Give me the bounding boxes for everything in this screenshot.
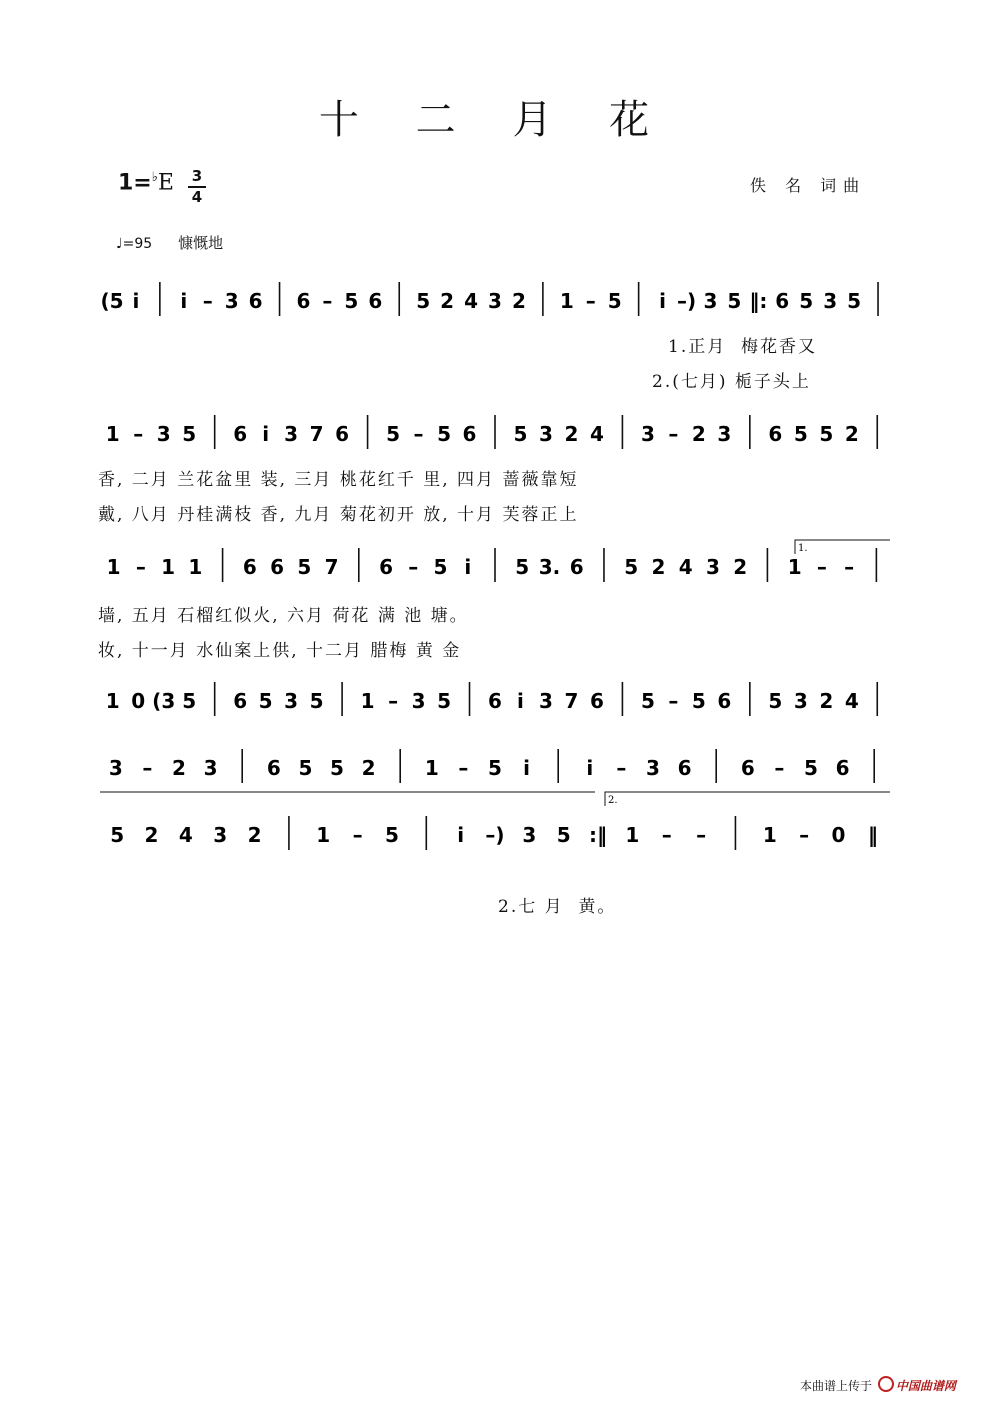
note: 5 xyxy=(258,689,273,713)
key-prefix: 1= xyxy=(118,170,152,196)
note: –) xyxy=(676,289,697,313)
note: i xyxy=(457,823,465,847)
note: 2 xyxy=(361,756,376,780)
note: 5 xyxy=(182,422,197,446)
lyric-line-3-verse-1: 墙, 五月 石榴红似火, 六月 荷花 满 池 塘。 xyxy=(98,606,469,626)
notation-row-6 xyxy=(110,816,878,850)
note: 2 xyxy=(651,555,666,579)
note: – xyxy=(585,289,596,313)
note: i xyxy=(523,756,531,780)
notation-row-3 xyxy=(107,548,877,582)
note: 4 xyxy=(178,823,193,847)
note: 5 xyxy=(298,756,313,780)
note: 1 xyxy=(360,689,375,713)
note: 3 xyxy=(793,689,808,713)
note: 2 xyxy=(564,422,579,446)
note: i xyxy=(262,422,270,446)
volta-label: 2. xyxy=(608,795,618,806)
note: 6 xyxy=(775,289,790,313)
time-bottom: 4 xyxy=(191,188,203,206)
note: i xyxy=(180,289,188,313)
note: – xyxy=(616,756,627,780)
note: i xyxy=(517,689,524,713)
note: 3 xyxy=(224,289,239,313)
note: 3 xyxy=(646,756,660,780)
note: 3 xyxy=(488,289,502,313)
lyric-line-3-verse-2: 妆, 十一月 水仙案上供, 十二月 腊梅 黄 金 xyxy=(98,641,462,661)
note: 0 xyxy=(831,823,846,847)
note: – xyxy=(774,756,785,780)
note: 4 xyxy=(844,689,859,713)
note: i xyxy=(464,555,472,579)
note: 6 xyxy=(488,689,502,713)
lyric-line-6: 2.七 月 黄。 xyxy=(498,897,617,917)
note: – xyxy=(322,289,333,313)
note: 2 xyxy=(844,422,859,446)
note: 4 xyxy=(589,422,604,446)
song-title: 十 二 月 花 xyxy=(318,97,672,143)
note: 6 xyxy=(368,289,383,313)
lyric-line-2-verse-2: 戴, 八月 丹桂满枝 香, 九月 菊花初开 放, 十月 芙蓉正上 xyxy=(98,505,579,525)
note: 1 xyxy=(161,555,176,579)
note: 3 xyxy=(703,289,718,313)
note: 1 xyxy=(316,823,331,847)
note: – xyxy=(413,422,424,446)
note: 2 xyxy=(691,422,706,446)
note: (5 xyxy=(100,289,124,313)
note: ‖ xyxy=(867,823,878,847)
footer-credit xyxy=(800,1376,956,1394)
note: – xyxy=(202,289,213,313)
note: 7 xyxy=(564,689,579,713)
note: 1 xyxy=(625,823,640,847)
note: 5 xyxy=(799,289,814,313)
note: 3 xyxy=(284,689,299,713)
note: 1 xyxy=(787,555,802,579)
note: 6 xyxy=(379,555,393,579)
note: 3 xyxy=(522,823,537,847)
note: 3 xyxy=(705,555,720,579)
volta-bracket xyxy=(605,792,890,806)
note: 5 xyxy=(297,555,312,579)
note: 5 xyxy=(727,289,742,313)
note: 6 xyxy=(270,555,285,579)
note: 0 xyxy=(131,689,146,713)
note: 3 xyxy=(213,823,228,847)
site-logo-icon xyxy=(878,1376,894,1392)
note: 1 xyxy=(105,689,120,713)
notation-row-2 xyxy=(106,415,877,449)
note: – xyxy=(661,823,672,847)
note: 1 xyxy=(105,422,120,446)
note: – xyxy=(696,823,707,847)
note: 6 xyxy=(677,756,692,780)
time-top: 3 xyxy=(191,167,203,185)
note: 5 xyxy=(847,289,862,313)
note: 5 xyxy=(433,555,448,579)
note: 3 xyxy=(108,756,123,780)
note: – xyxy=(352,823,363,847)
note: – xyxy=(388,689,399,713)
note: – xyxy=(799,823,810,847)
note: –) xyxy=(485,823,505,847)
note: 3 xyxy=(539,422,553,446)
note: 5 xyxy=(640,689,655,713)
note: 5 xyxy=(110,823,125,847)
tempo-marking xyxy=(116,232,223,253)
note: 5 xyxy=(437,689,451,713)
note: i xyxy=(132,289,140,313)
note: 5 xyxy=(182,689,197,713)
note: 5 xyxy=(556,823,571,847)
key-note: E xyxy=(157,170,174,196)
note: 5 xyxy=(793,422,808,446)
note: 3 xyxy=(539,689,553,713)
key-signature xyxy=(118,170,174,195)
note: 2 xyxy=(733,555,748,579)
note: 6 xyxy=(296,289,311,313)
note: 2 xyxy=(511,289,526,313)
footer-text: 本曲谱上传于 xyxy=(800,1379,873,1393)
lyric-line-2-verse-1: 香, 二月 兰花盆里 装, 三月 桃花红千 里, 四月 蔷薇靠短 xyxy=(98,470,579,490)
note: 5 xyxy=(416,289,431,313)
note: 6 xyxy=(835,756,850,780)
note: 5 xyxy=(624,555,639,579)
note: – xyxy=(142,756,153,780)
note: 6 xyxy=(569,555,584,579)
footer-site: 中国曲谱网 xyxy=(895,1379,956,1393)
note: 6 xyxy=(266,756,281,780)
note: 2 xyxy=(172,756,186,780)
note: 4 xyxy=(678,555,693,579)
note: 6 xyxy=(740,756,755,780)
tempo-mood: 慷慨地 xyxy=(178,234,224,252)
note: 5 xyxy=(488,756,502,780)
note: 5 xyxy=(691,689,706,713)
note: 3 xyxy=(284,422,299,446)
note: 6 xyxy=(717,689,732,713)
note: 3 xyxy=(823,289,838,313)
note: i xyxy=(659,289,667,313)
note: 6 xyxy=(768,422,783,446)
note: – xyxy=(816,555,827,579)
note: 6 xyxy=(233,689,248,713)
note: – xyxy=(844,555,855,579)
note: 5 xyxy=(819,422,834,446)
note: 2 xyxy=(144,823,159,847)
note: 2 xyxy=(440,289,455,313)
note: 3 xyxy=(203,756,218,780)
note: – xyxy=(408,555,419,579)
note: 3 xyxy=(411,689,426,713)
flat-sign: ♭ xyxy=(151,170,158,185)
note: 5 xyxy=(330,756,344,780)
notation-row-4 xyxy=(106,682,877,716)
note: 2 xyxy=(247,823,262,847)
note: 6 xyxy=(589,689,604,713)
note: 1 xyxy=(188,555,203,579)
note: :‖ xyxy=(589,823,608,847)
note: ‖: xyxy=(749,289,768,313)
note: 6 xyxy=(248,289,263,313)
note: 5 xyxy=(437,422,451,446)
note: 1 xyxy=(762,823,777,847)
note: 5 xyxy=(344,289,359,313)
note: – xyxy=(133,422,144,446)
lyric-line-1-verse-1: 1.正月 梅花香又 xyxy=(668,337,818,357)
note: i xyxy=(586,756,594,780)
note: 4 xyxy=(464,289,479,313)
tempo-value: ♩=95 xyxy=(116,236,153,252)
note: 3. xyxy=(538,555,561,579)
time-signature xyxy=(188,168,206,206)
note: 6 xyxy=(233,422,248,446)
note: 3 xyxy=(156,422,171,446)
note: 2 xyxy=(819,689,834,713)
volta-bracket xyxy=(795,540,890,554)
notation-row-1 xyxy=(100,282,878,316)
note: 1 xyxy=(559,289,574,313)
note: – xyxy=(668,689,679,713)
note: 5 xyxy=(768,689,783,713)
note: 7 xyxy=(309,422,324,446)
note: – xyxy=(458,756,469,780)
note: 5 xyxy=(384,823,399,847)
note: 5 xyxy=(804,756,818,780)
note: 6 xyxy=(462,422,477,446)
notation-row-5 xyxy=(109,749,874,783)
note: 3 xyxy=(717,422,732,446)
note: (3 xyxy=(152,689,176,713)
note: – xyxy=(135,555,146,579)
lyric-line-1-verse-2: 2.(七月) 栀子头上 xyxy=(652,372,811,392)
note: 5 xyxy=(515,555,530,579)
note: 5 xyxy=(309,689,324,713)
note: 5 xyxy=(386,422,401,446)
note: 5 xyxy=(513,422,528,446)
note: 6 xyxy=(242,555,257,579)
volta-label: 1. xyxy=(798,543,808,554)
note: 7 xyxy=(324,555,339,579)
note: 5 xyxy=(607,289,622,313)
note: 3 xyxy=(640,422,655,446)
note: 1 xyxy=(424,756,439,780)
author-credit: 佚 名 词曲 xyxy=(750,176,867,195)
note: 6 xyxy=(335,422,350,446)
note: 1 xyxy=(106,555,121,579)
note: – xyxy=(668,422,679,446)
